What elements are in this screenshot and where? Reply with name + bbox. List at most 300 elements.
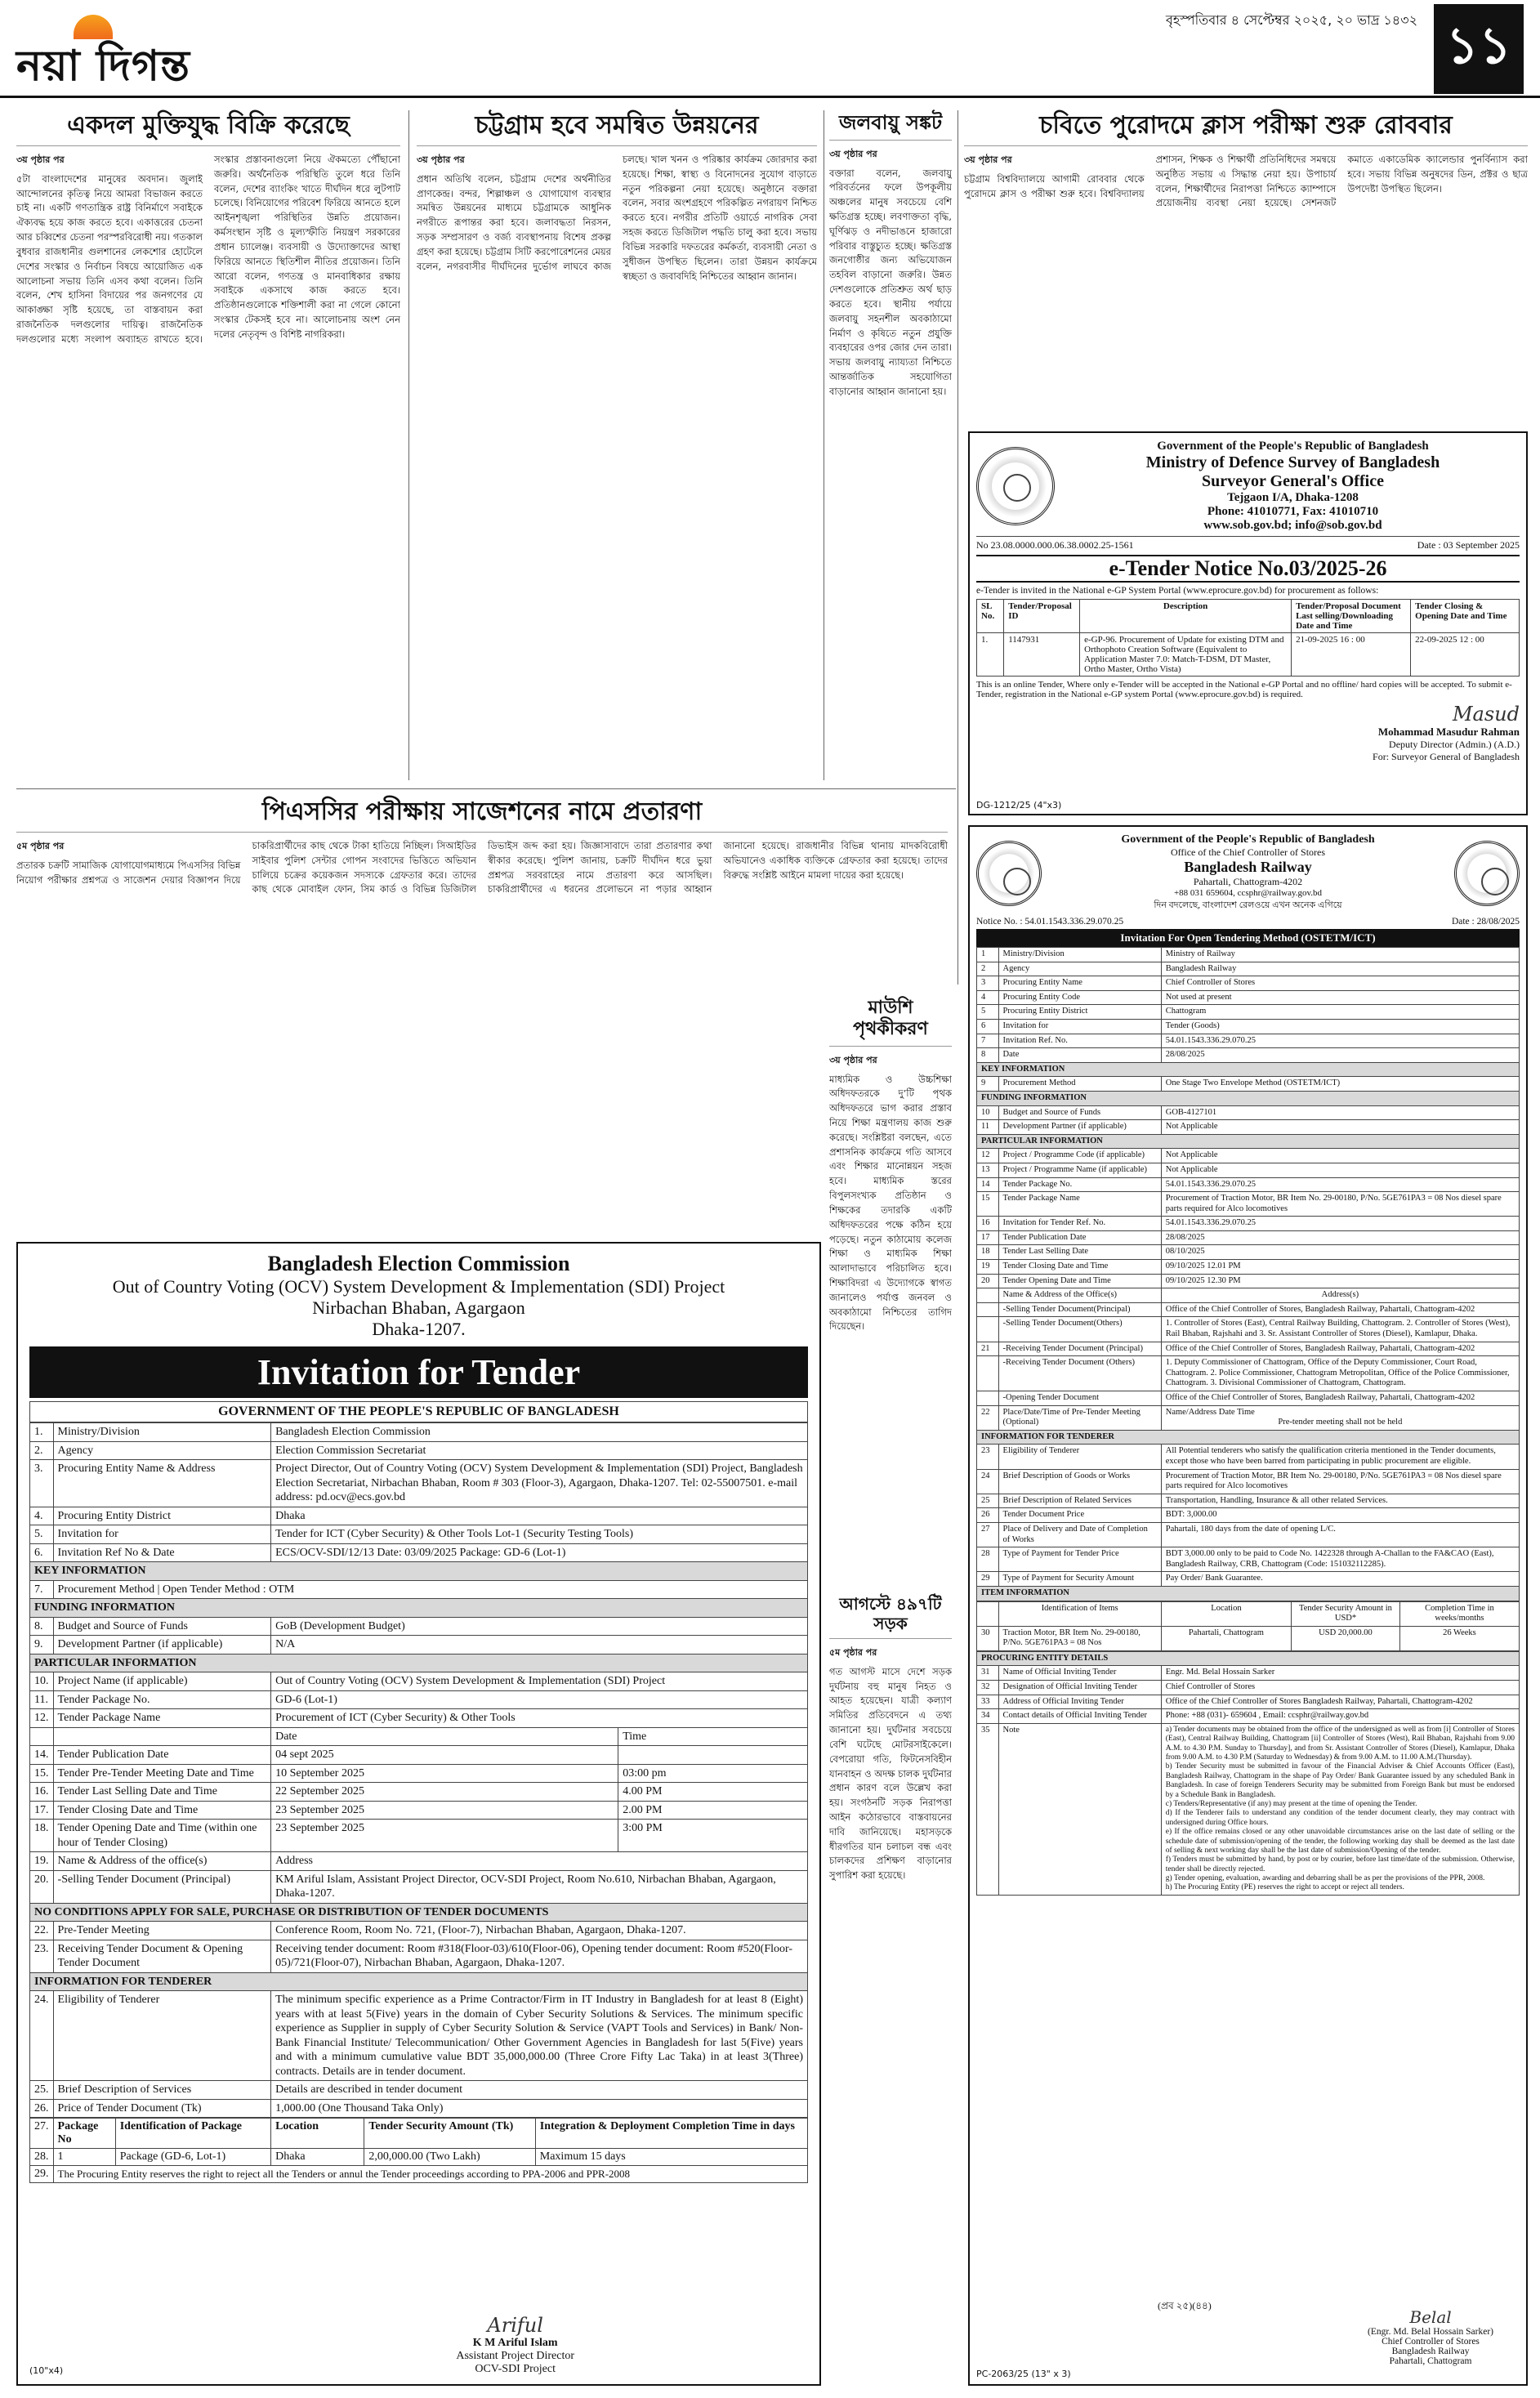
intro: e-Tender is invited in the National e-GP System Portal (www.eprocure.gov.bd) for procurement as follows: xyxy=(976,586,1379,596)
table-row xyxy=(30,1636,808,1654)
row-number: 16 xyxy=(977,1217,999,1231)
table-row xyxy=(977,962,1520,976)
row-label: Tender Publication Date xyxy=(53,1746,271,1765)
note-item: d) If the Tenderer fails to understand any condition of the tender document clearly, they may contract with undersigned during Office hours. xyxy=(1165,1809,1515,1827)
cell: Eligibility of Tenderer xyxy=(53,1991,271,2081)
row-label: Ministry/Division xyxy=(53,1423,271,1442)
table-row xyxy=(977,1019,1520,1034)
row-value: N/A xyxy=(271,1636,808,1654)
row-label: Development Partner (if applicable) xyxy=(53,1636,271,1654)
table-row xyxy=(977,1494,1520,1508)
row-value: Transportation, Handling, Insurance & all other related Services. xyxy=(1161,1494,1519,1508)
cell: 22 xyxy=(977,1405,999,1430)
cell: 30 xyxy=(977,1626,999,1650)
table-row xyxy=(30,2119,808,2149)
col-id: Tender/Proposal ID xyxy=(1004,600,1080,633)
table-row xyxy=(977,1105,1520,1120)
table-row xyxy=(30,2149,808,2166)
row-label: Invitation for xyxy=(998,1019,1161,1034)
tender-table xyxy=(29,1422,808,2118)
row-label: Brief Description of Related Services xyxy=(998,1494,1161,1508)
row-value: Tender for ICT (Cyber Security) & Other Tools Lot-1 (Security Testing Tools) xyxy=(271,1525,808,1544)
cell-value: Open Tender Method : OTM xyxy=(162,1583,295,1596)
table-row xyxy=(977,1681,1520,1695)
cell: USD 20,000.00 xyxy=(1292,1626,1400,1650)
row-value: Bangladesh Election Commission xyxy=(271,1423,808,1442)
headline[interactable]: মাউশি পৃথকীকরণ xyxy=(829,993,952,1047)
col-date: Date xyxy=(271,1727,618,1746)
table-row xyxy=(977,1601,1520,1626)
section-procuring: PROCURING ENTITY DETAILS xyxy=(977,1651,1520,1666)
row-value: Chief Controller of Stores xyxy=(1161,976,1519,991)
tender-table xyxy=(976,947,1520,1601)
row-label: Invitation Ref No & Date xyxy=(53,1543,271,1562)
table-row xyxy=(977,1177,1520,1192)
table-row xyxy=(977,1230,1520,1245)
article-body: মাধ্যমিক ও উচ্চশিক্ষা অধিদফতরকে দু’টি পৃথক অধিদফতরে ভাগ করার প্রস্তাব নিয়ে শিক্ষা মন্ত্রণালয় কাজ শুরু করেছে। সংশ্লিষ্টরা বলছেন, এতে প্রশাসনিক কার্যক্রমে গতি আসবে এবং শিক্ষার মানোন্নয়ন সহজ হবে। মাধ্যমিক স্তরের বিপুলসংখ্যক প্রতিষ্ঠান ও শিক্ষকের তদারকি একটি অধিদফতরের পক্ষে কঠিন হয়ে পড়েছে। নতুন কাঠামোয় কলেজ শিক্ষা ও মাধ্যমিক শিক্ষা আলাদাভাবে পরিচালিত হবে। শিক্ষাবিদরা এ উদ্যোগকে স্বাগত জানালেও পর্যাপ্ত জনবল ও অবকাঠামো নিশ্চিতের তাগিদ দিয়েছেন। xyxy=(829,1073,952,1333)
row-value: Tender (Goods) xyxy=(1161,1019,1519,1034)
tender-title: Invitation For Open Tendering Method (OSTETM/ICT) xyxy=(976,929,1520,947)
row-value: Office of the Chief Controller of Stores, Bangladesh Railway, Pahartali, Chattogram-4202 xyxy=(1161,1342,1519,1356)
row-label: Tender Opening Date and Time (within one hour of Tender Closing) xyxy=(53,1820,271,1852)
row-value: 09/10/2025 12.01 PM xyxy=(1161,1260,1519,1275)
bn-code: (প্রব ২৫)(৪৪) xyxy=(1158,2300,1212,2311)
source-note: ৫ম পৃষ্ঠার পর xyxy=(16,841,65,851)
cell: 26. xyxy=(30,2099,54,2118)
table-row xyxy=(30,1460,808,1507)
cell: Identification of Package xyxy=(115,2119,270,2149)
row-number: 1 xyxy=(977,948,999,962)
cell: Name & Address of the office(s) xyxy=(53,1852,271,1871)
table-row xyxy=(977,1695,1520,1709)
tender-title: e-Tender Notice No.03/2025-26 xyxy=(976,555,1520,583)
no-conditions: NO CONDITIONS APPLY FOR SALE, PURCHASE OR DISTRIBUTION OF TENDER DOCUMENTS xyxy=(30,1903,808,1922)
cell xyxy=(977,1288,999,1303)
row-label: Tender Closing Date and Time xyxy=(998,1260,1161,1275)
table-row xyxy=(977,1445,1520,1469)
row-label: Tender Last Selling Date and Time xyxy=(53,1783,271,1802)
sun-logo-icon xyxy=(74,15,113,39)
row-number: 13 xyxy=(977,1163,999,1177)
row-number: 28 xyxy=(977,1547,999,1572)
table-row xyxy=(977,1163,1520,1177)
cell: Name & Address of the Office(s) xyxy=(998,1288,1161,1303)
row-number: 6. xyxy=(30,1543,54,1562)
railway-logo-icon xyxy=(1454,841,1520,906)
row-label: Tender Pre-Tender Meeting Date and Time xyxy=(53,1764,271,1783)
article-psc xyxy=(16,793,948,1234)
row-time: 2.00 PM xyxy=(618,1801,808,1820)
row-label: Tender Closing Date and Time xyxy=(53,1801,271,1820)
cell-note: Pre-tender meeting shall not be held xyxy=(1278,1418,1403,1427)
row-number: 9. xyxy=(30,1636,54,1654)
cell: Details are described in tender document xyxy=(271,2081,808,2100)
row-value: 09/10/2025 12.30 PM xyxy=(1161,1274,1519,1288)
table-row xyxy=(977,1723,1520,1895)
row-label: Address of Official Inviting Tender xyxy=(998,1695,1161,1709)
row-value: BDT: 3,000.00 xyxy=(1161,1508,1519,1523)
cell: 7. xyxy=(30,1580,54,1599)
table-row xyxy=(977,1192,1520,1217)
row-number xyxy=(977,1302,999,1317)
row-value: 54.01.1543.336.29.070.25 xyxy=(1161,1217,1519,1231)
row-time xyxy=(618,1746,808,1765)
row-number: 24 xyxy=(977,1469,999,1494)
row-date: 23 September 2025 xyxy=(271,1801,618,1820)
row-number: 20 xyxy=(977,1274,999,1288)
headline[interactable]: পিএসসির পরীক্ষায় সাজেশনের নামে প্রতারণা xyxy=(16,793,948,833)
row-date: 23 September 2025 xyxy=(271,1820,618,1852)
office: Office of the Chief Controller of Stores xyxy=(1170,846,1326,858)
gov-line: Government of the People's Republic of Bangladesh xyxy=(1157,440,1429,453)
sign-title: Assistant Project Director xyxy=(456,2350,574,2362)
table-row xyxy=(977,1405,1520,1430)
section-funding: FUNDING INFORMATION xyxy=(977,1091,1520,1105)
railway-name: Bangladesh Railway xyxy=(1184,859,1312,875)
table-row xyxy=(977,948,1520,962)
row-label: Procuring Entity District xyxy=(998,1005,1161,1020)
row-label: Tender Package No. xyxy=(998,1177,1161,1192)
row-number: 18. xyxy=(30,1820,54,1852)
headline[interactable]: চবিতে পুরোদমে ক্লাস পরীক্ষা শুরু রোববার xyxy=(964,106,1528,146)
cell: Traction Motor, BR Item No. 29-00180, P/No. 5GE761PA3 = 08 Nos xyxy=(998,1626,1161,1650)
row-value: GD-6 (Lot-1) xyxy=(271,1690,808,1709)
row-label: -Opening Tender Document xyxy=(998,1391,1161,1406)
table-row xyxy=(977,1302,1520,1317)
row-label: -Receiving Tender Document (Principal) xyxy=(998,1342,1161,1356)
row-value: GOB-4127101 xyxy=(1161,1105,1519,1120)
ad-code: PC-2063/25 (13" x 3) xyxy=(976,2369,1071,2379)
table-row xyxy=(977,1245,1520,1260)
cell: 20. xyxy=(30,1870,54,1903)
table-row xyxy=(977,1048,1520,1063)
row-number: 32 xyxy=(977,1681,999,1695)
row-value: Dhaka xyxy=(271,1507,808,1525)
table-row xyxy=(30,1764,808,1783)
row-number: 17 xyxy=(977,1230,999,1245)
headline[interactable]: আগস্টে ৪৯৭টি সড়ক xyxy=(829,1589,952,1639)
address: Pahartali, Chattogram-4202 xyxy=(1193,876,1303,887)
article-body: ৫টা বাংলাদেশের মানুষের অবদান। জুলাই আন্দোলনের কৃতিত্ব নিয়ে আমরা বিভাজন করতে চাই না। একটি গণতান্ত্রিক রাষ্ট্র বিনির্মাণে সবাইকে ঐক্যবদ্ধ হয়ে কাজ করতে হবে। একাত্তরের চেতনা আর চব্বিশের চেতনা পরস্পরবিরোধী নয়। গতকাল বুধবার রাজধানীর গুলশানের লেকশোর হোটেলে দেশের সংস্কার ও নির্বাচন বিষয়ে আয়োজিত এক আলোচনা সভায় তিনি এসব কথা বলেন। তিনি বলেন, শেখ হাসিনা বিদায়ের পর জনগণের যে আকাঙ্ক্ষা সৃষ্টি হয়েছে, তা বাস্তবায়ন করা রাজনৈতিক দলগুলোর দায়িত্ব। রাজনৈতিক দলগুলোর মধ্যে সংলাপ অব্যাহত রাখতে হবে। সংস্কার প্রস্তাবনাগুলো নিয়ে ঐকমত্যে পৌঁছানো জরুরি। অর্থনৈতিক পরিস্থিতি তুলে ধরে তিনি বলেন, দেশের ব্যাংকিং খাতে দীর্ঘদিন ধরে লুটপাট চলেছে। বিনিয়োগের পরিবেশ ফিরিয়ে আনতে হলে আইনশৃঙ্খলা পরিস্থিতির উন্নতি প্রয়োজন। কর্মসংস্থান সৃষ্টি ও মূল্যস্ফীতি নিয়ন্ত্রণ সরকারের প্রধান চ্যালেঞ্জ। ব্যবসায়ী ও উদ্যোক্তাদের আস্থা ফিরিয়ে আনতে স্থিতিশীল নীতির প্রয়োজন। তিনি আরো বলেন, গণতন্ত্র ও মানবাধিকার রক্ষায় সবাইকে একসাথে কাজ করতে হবে। প্রতিষ্ঠানগুলোকে শক্তিশালী করা না গেলে কোনো সংস্কার টেকসই হবে না। আলোচনায় অংশ নেন দলের নেতৃবৃন্দ ও বিশিষ্ট নাগরিকরা। xyxy=(16,154,400,345)
row-value: Not Applicable xyxy=(1161,1163,1519,1177)
table-row xyxy=(977,1317,1520,1342)
article-body: চট্টগ্রাম বিশ্ববিদ্যালয়ে আগামী রোববার থেকে পুরোদমে ক্লাস ও পরীক্ষা শুরু হবে। বিশ্ববিদ্যালয় প্রশাসন, শিক্ষক ও শিক্ষার্থী প্রতিনিধিদের সমন্বয়ে অনুষ্ঠিত সভায় এ সিদ্ধান্ত নেয়া হয়। উপাচার্য বলেন, শিক্ষার্থীদের নিরাপত্তা নিশ্চিতে ক্যাম্পাসে প্রয়োজনীয় ব্যবস্থা নেয়া হয়েছে। সেশনজট কমাতে একাডেমিক ক্যালেন্ডার পুনর্বিন্যাস করা হবে। সভায় বিভিন্ন অনুষদের ডিন, প্রক্টর ও ছাত্র উপদেষ্টা উপস্থিত ছিলেন। xyxy=(964,154,1528,209)
article-maushi xyxy=(829,993,952,1581)
row-number: 14. xyxy=(30,1746,54,1765)
row-label: Place of Delivery and Date of Completion of Works xyxy=(998,1522,1161,1547)
cell: 1 xyxy=(53,2149,115,2166)
table-row xyxy=(30,1507,808,1525)
row-number: 5. xyxy=(30,1525,54,1544)
cell-label: Procurement Method xyxy=(57,1583,155,1596)
cell xyxy=(977,1601,999,1626)
source-note: ৩য় পৃষ্ঠার পর xyxy=(16,154,65,165)
office: Surveyor General's Office xyxy=(1202,472,1384,490)
article-body: গত আগস্ট মাসে দেশে সড়ক দুর্ঘটনায় বহু মানুষ নিহত ও আহত হয়েছেন। যাত্রী কল্যাণ সমিতির প্রতিবেদনে এ তথ্য জানানো হয়। দুর্ঘটনার সবচেয়ে বেশি ঘটেছে মোটরসাইকেলে। বেপরোয়া গতি, ফিটনেসবিহীন যানবাহন ও অদক্ষ চালক দুর্ঘটনার প্রধান কারণ বলে উল্লেখ করা হয়। সংগঠনটি সড়ক নিরাপত্তা আইন কঠোরভাবে বাস্তবায়নের দাবি জানিয়েছে। মহাসড়কে ধীরগতির যান চলাচল বন্ধ এবং চালকদের প্রশিক্ষণ বাড়ানোর সুপারিশ করা হয়েছে। xyxy=(829,1665,952,1882)
row-value: 28/08/2025 xyxy=(1161,1230,1519,1245)
cell: 23. xyxy=(30,1940,54,1972)
row-label: Tender Package Name xyxy=(53,1709,271,1728)
table-row xyxy=(30,1617,808,1636)
table-row xyxy=(977,1260,1520,1275)
article-chobi xyxy=(964,106,1528,425)
row-label: Invitation Ref. No. xyxy=(998,1034,1161,1048)
row-number: 1. xyxy=(30,1423,54,1442)
row-time: 03:00 pm xyxy=(618,1764,808,1783)
motto: দিন বদলেছে, বাংলাদেশ রেলওয়ে এখন অনেক এগিয়ে xyxy=(1154,900,1342,910)
headline[interactable]: চট্টগ্রাম হবে সমন্বিত উন্নয়নের xyxy=(417,106,817,146)
row-number xyxy=(977,1317,999,1342)
row-number: 15. xyxy=(30,1764,54,1783)
article-body: প্রতারক চক্রটি সামাজিক যোগাযোগমাধ্যমে পিএসসির বিভিন্ন নিয়োগ পরীক্ষার প্রশ্নপত্র ও সাজেশন দেয়ার বিজ্ঞাপন দিয়ে চাকরিপ্রার্থীদের কাছ থেকে টাকা হাতিয়ে নিচ্ছিল। সিআইডির সাইবার পুলিশ সেন্টার গোপন সংবাদের ভিত্তিতে অভিযান চালিয়ে চক্রের কয়েকজন সদস্যকে গ্রেফতার করে। তাদের কাছ থেকে মোবাইল ফোন, সিম কার্ড ও বিভিন্ন ডিজিটাল ডিভাইস জব্দ করা হয়। জিজ্ঞাসাবাদে তারা প্রতারণার কথা স্বীকার করেছে। পুলিশ জানায়, চক্রটি দীর্ঘদিন ধরে ভুয়া প্রশ্নপত্র সরবরাহের নামে প্রতারণা করে আসছিল। চাকরিপ্রার্থীদের এ ধরনের প্রলোভনে না পড়ার আহ্বান জানানো হয়েছে। রাজধানীর বিভিন্ন থানায় মাদকবিরোধী অভিযানেও একাধিক ব্যক্তিকে গ্রেফতার করা হয়েছে। তাদের বিরুদ্ধে সংশ্লিষ্ট আইনে মামলা দায়ের করা হয়েছে। xyxy=(16,840,948,895)
table-row xyxy=(30,1783,808,1802)
table-row: 7. Procurement Method | Open Tender Method : OTM xyxy=(30,1580,808,1599)
table-row xyxy=(30,1801,808,1820)
row-number: 8 xyxy=(977,1048,999,1063)
cell: 26 Weeks xyxy=(1399,1626,1519,1650)
note-item: h) The Procuring Entity (PE) reserves the right to accept or reject all tenders. xyxy=(1165,1883,1404,1892)
row-number: 12. xyxy=(30,1709,54,1728)
row-number: 9 xyxy=(977,1077,999,1092)
col-close: Tender Closing & Opening Date and Time xyxy=(1411,600,1520,633)
table-row xyxy=(977,1217,1520,1231)
row-label: -Selling Tender Document(Principal) xyxy=(998,1302,1161,1317)
cell: Dhaka xyxy=(271,2149,364,2166)
table-row xyxy=(30,1441,808,1460)
row-value: Phone: +88 (031)- 659604 , Email: ccsphr@railway.gov.bd xyxy=(1161,1709,1519,1724)
row-value: All Potential tenderers who satisfy the qualification criteria mentioned in the Tender documents, except those who have been barred from participating in public procurement are eligible. xyxy=(1161,1445,1519,1469)
article-chattogram xyxy=(417,106,817,784)
row-number: 3 xyxy=(977,976,999,991)
cell: 29. xyxy=(30,2166,54,2183)
table-row xyxy=(30,1940,808,1972)
table-row xyxy=(977,1626,1520,1650)
table-row xyxy=(977,1288,1520,1303)
newspaper-logo[interactable]: নয়া দিগন্ত xyxy=(16,33,190,104)
ad-election-commission xyxy=(16,1242,821,2386)
row-label: Procurement Method xyxy=(998,1077,1161,1092)
row-number: 34 xyxy=(977,1709,999,1724)
cell: Pahartali, Chattogram xyxy=(1161,1626,1291,1650)
cell: 1. xyxy=(977,633,1004,677)
cell: Brief Description of Services xyxy=(53,2081,271,2100)
note-item: g) Tender opening, evaluation, awarding and debarring shall be as per the provisions of the PPR, 2008. xyxy=(1165,1874,1485,1883)
row-number: 31 xyxy=(977,1666,999,1681)
table-row xyxy=(977,1522,1520,1547)
cell: The minimum specific experience as a Prime Contractor/Firm in IT Industry in Bangladesh for at least 8 (Eight) years with at least 5(Five) years in the domain of Cyber Security Solutions & Services. The minimum specific experience as Supplier in supply of Cyber Security Solution & Service (VAPT Tools and Services) in Bank/ Non-Bank Financial Institute/ Telecommunication/ Other Government Agencies in Bangladesh for last 5(Five) years and with a minimum cumulative value BDT 35,000,000.00 (Three Crore Fifty Lac Taka) in at least 3(Three) contracts. Details are in tender document. xyxy=(271,1991,808,2081)
cell: -Selling Tender Document (Principal) xyxy=(53,1870,271,1903)
section-key-info: KEY INFORMATION xyxy=(30,1562,808,1581)
address-line: Dhaka-1207. xyxy=(372,1319,466,1339)
note-item: b) Tender Security must be submitted in favour of the Financial Adviser & Chief Accounts Officer (East), Bangladesh Railway, Chattogram in the shape of Pay Order/ Bank Guarantee issued by any scheduled Bank in Bangladesh. In case of foreign Tenderers Security may be submitted from Foreign Bank but must be endorsed by a Schedule Bank in Bangladesh. xyxy=(1165,1762,1515,1799)
cell: 35 xyxy=(977,1723,999,1895)
row-number: 11. xyxy=(30,1690,54,1709)
row-value: Chattogram xyxy=(1161,1005,1519,1020)
cell: Tender Security Amount (Tk) xyxy=(364,2119,535,2149)
row-label: Procuring Entity District xyxy=(53,1507,271,1525)
cell: Pre-Tender Meeting xyxy=(53,1922,271,1940)
phone: Phone: 41010771, Fax: 41010710 xyxy=(1207,505,1379,518)
row-number: 10 xyxy=(977,1105,999,1120)
row-label: -Receiving Tender Document (Others) xyxy=(998,1356,1161,1391)
row-label: Procuring Entity Name xyxy=(998,976,1161,991)
item-table xyxy=(976,1601,1520,1651)
row-value: Bangladesh Railway xyxy=(1161,962,1519,976)
source-note: ৫ম পৃষ্ঠার পর xyxy=(829,1647,877,1658)
section-tenderer: INFORMATION FOR TENDERER xyxy=(977,1430,1520,1445)
row-label: Agency xyxy=(998,962,1161,976)
row-number: 3. xyxy=(30,1460,54,1507)
row-value: Procurement of ICT (Cyber Security) & Other Tools xyxy=(271,1709,808,1728)
row-label: Type of Payment for Security Amount xyxy=(998,1572,1161,1587)
row-date: 22 September 2025 xyxy=(271,1783,618,1802)
note-item: f) Tenders must be submitted by hand, by post or by courier, before last time/date of the submission. Otherwise, tender shall be directly rejected. xyxy=(1165,1855,1515,1873)
headline[interactable]: জলবায়ু সঙ্কট xyxy=(829,106,952,141)
row-time: 4.00 PM xyxy=(618,1783,808,1802)
row-value: Procurement of Traction Motor, BR Item No. 29-00180, P/No. 5GE761PA3 = 08 Nos diesel spare parts required for Alco locomotives xyxy=(1161,1469,1519,1494)
row-label: Tender Package Name xyxy=(998,1192,1161,1217)
cell: Package (GD-6, Lot-1) xyxy=(115,2149,270,2166)
col-desc: Description xyxy=(1080,600,1292,633)
signature-image: Ariful xyxy=(487,2314,543,2337)
source-note: ৩য় পৃষ্ঠার পর xyxy=(417,154,465,165)
row-value: 28/08/2025 xyxy=(1161,1048,1519,1063)
row-number: 8. xyxy=(30,1617,54,1636)
row-value: Chief Controller of Stores xyxy=(1161,1681,1519,1695)
row-label: Procuring Entity Name & Address xyxy=(53,1460,271,1507)
government-seal-icon xyxy=(976,841,1042,906)
org-name: Bangladesh Election Commission xyxy=(267,1252,570,1275)
row-number: 33 xyxy=(977,1695,999,1709)
note: This is an online Tender, Where only e-Tender will be accepted in the National e-GP Portal and no offline/ hard copies will be accepted. To submit e-Tender, registration in the National e-GP system Portal (www.eprocure.gov.bd) is required. xyxy=(976,680,1512,699)
sign-for: For: Surveyor General of Bangladesh xyxy=(1373,751,1520,762)
row-label: Date xyxy=(998,1048,1161,1063)
row-label: Tender Package No. xyxy=(53,1690,271,1709)
row-number: 2. xyxy=(30,1441,54,1460)
cell: Identification of Items xyxy=(998,1601,1161,1626)
cell: 22. xyxy=(30,1922,54,1940)
section-tenderer: INFORMATION FOR TENDERER xyxy=(30,1972,808,1991)
col-last: Tender/Proposal Document Last selling/Downloading Date and Time xyxy=(1292,600,1411,633)
cell-value: Name/Address Date Time xyxy=(1165,1407,1255,1417)
row-number: 29 xyxy=(977,1572,999,1587)
row-number: 4. xyxy=(30,1507,54,1525)
cell: Location xyxy=(271,2119,364,2149)
table-row xyxy=(977,1391,1520,1406)
article-august xyxy=(829,1589,952,2382)
notes-cell xyxy=(1161,1723,1519,1895)
memo-no: No 23.08.0000.000.06.38.0002.25-1561 xyxy=(976,539,1134,551)
ad-code: DG-1212/25 (4"x3) xyxy=(976,800,1062,810)
cell: Completion Time in weeks/months xyxy=(1399,1601,1519,1626)
table-row xyxy=(30,1709,808,1728)
cell: Conference Room, Room No. 721, (Floor-7), Nirbachan Bhaban, Agargaon, Dhaka-1207. xyxy=(271,1922,808,1940)
row-number: 18 xyxy=(977,1245,999,1260)
table-row xyxy=(30,2166,808,2183)
source-note: ৩য় পৃষ্ঠার পর xyxy=(964,154,1012,165)
contact[interactable]: +88 031 659604, ccsphr@railway.gov.bd xyxy=(1173,888,1323,898)
row-value: Not Applicable xyxy=(1161,1120,1519,1135)
row-label: Tender Last Selling Date xyxy=(998,1245,1161,1260)
cell: Maximum 15 days xyxy=(535,2149,807,2166)
sign-name: K M Ariful Islam xyxy=(472,2337,558,2349)
sign-title: OCV-SDI Project xyxy=(475,2363,556,2375)
address-line: Nirbachan Bhaban, Agargaon xyxy=(312,1297,525,1318)
table-row xyxy=(977,1120,1520,1135)
table-row xyxy=(977,1149,1520,1163)
table-row xyxy=(30,1727,808,1746)
table-row xyxy=(977,1077,1520,1092)
table-row xyxy=(30,1991,808,2081)
row-number xyxy=(977,1356,999,1391)
row-time: 3:00 PM xyxy=(618,1820,808,1852)
procuring-table xyxy=(976,1651,1520,1896)
cell: Package No xyxy=(53,2119,115,2149)
table-row xyxy=(30,1423,808,1442)
headline[interactable]: একদল মুক্তিযুদ্ধ বিক্রি করেছে xyxy=(16,106,400,146)
row-value: 1. Controller of Stores (East), Central Railway Building, Chattogram. 2. Controller of Stores (West), Rail Bhaban, Rajshahi and 3. Sr. Assistant Controller of Stores (Diesel), Kamlapur, Dhaka. xyxy=(1161,1317,1519,1342)
row-number: 6 xyxy=(977,1019,999,1034)
row-value: Pay Order/ Bank Guarantee. xyxy=(1161,1572,1519,1587)
cell: Place/Date/Time of Pre-Tender Meeting (Optional) xyxy=(998,1405,1161,1430)
table-row xyxy=(30,1922,808,1940)
cell: 1,000.00 (One Thousand Taka Only) xyxy=(271,2099,808,2118)
row-number: 17. xyxy=(30,1801,54,1820)
row-number: 7 xyxy=(977,1034,999,1048)
row-value: GoB (Development Budget) xyxy=(271,1617,808,1636)
source-note: ৩য় পৃষ্ঠার পর xyxy=(829,1054,877,1065)
table-row xyxy=(977,1508,1520,1523)
table-row xyxy=(977,1005,1520,1020)
table-row xyxy=(977,1356,1520,1391)
website-link[interactable]: www.sob.gov.bd; info@sob.gov.bd xyxy=(1203,519,1382,532)
banner: Invitation for Tender xyxy=(29,1346,808,1398)
row-number: 19 xyxy=(977,1260,999,1275)
notice-date: Date : 28/08/2025 xyxy=(1451,917,1520,927)
row-label: Tender Publication Date xyxy=(998,1230,1161,1245)
row-number: 5 xyxy=(977,1005,999,1020)
section-particular: PARTICULAR INFORMATION xyxy=(977,1134,1520,1149)
cell: 28. xyxy=(30,2149,54,2166)
row-label: Type of Payment for Tender Price xyxy=(998,1547,1161,1572)
table-row xyxy=(977,990,1520,1005)
note-item: c) Tenders/Representative (if any) may present at the time of opening the Tender. xyxy=(1165,1799,1417,1808)
row-number: 4 xyxy=(977,990,999,1005)
ad-code: (10"x4) xyxy=(29,2365,64,2376)
cell: 2,00,000.00 (Two Lakh) xyxy=(364,2149,535,2166)
row-label: Project / Programme Code (if applicable) xyxy=(998,1149,1161,1163)
row-number: 12 xyxy=(977,1149,999,1163)
cell: Receiving Tender Document & Opening Tender Document xyxy=(53,1940,271,1972)
row-date: 10 September 2025 xyxy=(271,1764,618,1783)
table-row xyxy=(977,1666,1520,1681)
table-row xyxy=(977,1547,1520,1572)
row-label: Budget and Source of Funds xyxy=(998,1105,1161,1120)
table-row xyxy=(977,1342,1520,1356)
row-number: 21 xyxy=(977,1342,999,1356)
section-particular: PARTICULAR INFORMATION xyxy=(30,1654,808,1672)
ad-bangladesh-railway xyxy=(968,825,1528,2386)
row-value: One Stage Two Envelope Method (OSTETM/ICT) xyxy=(1161,1077,1519,1092)
row-value: 1. Deputy Commissioner of Chattogram, Office of the Deputy Commissioner, Court Road, Chattogram. 2. Police Commissioner, Chattogram Metropolitan, Office of the Police Commissioner, Chattogram. 3. Divisional Commissioner of Chattogram, Chattogram. xyxy=(1161,1356,1519,1391)
col-sl: SL No. xyxy=(977,600,1004,633)
row-value: Pahartali, 180 days from the date of opening L/C. xyxy=(1161,1522,1519,1547)
table-row xyxy=(30,1870,808,1903)
row-number xyxy=(977,1391,999,1406)
row-number: 2 xyxy=(977,962,999,976)
cell: 27. xyxy=(30,2119,54,2149)
signature-image: Belal xyxy=(1409,2307,1452,2327)
